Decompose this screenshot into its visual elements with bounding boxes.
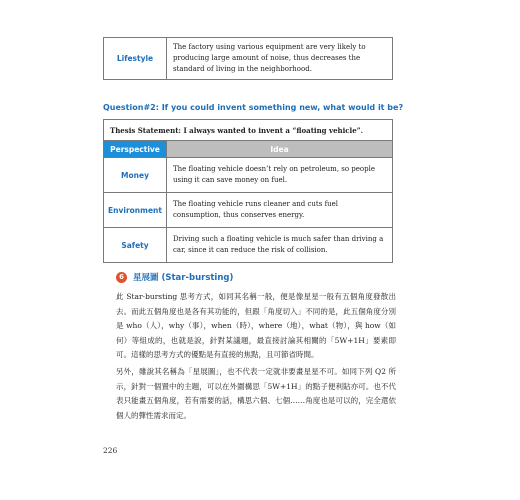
section-title: 星展圖 (Star-bursting) xyxy=(133,273,234,283)
perspective-key: Environment xyxy=(104,193,167,228)
thesis-row xyxy=(104,120,393,141)
table-row xyxy=(104,193,393,228)
idea-text: Driving such a floating vehicle is much safer than driving a car, since it can reduce the risk of collision. xyxy=(167,228,393,263)
table-row xyxy=(104,228,393,263)
idea-text: The floating vehicle doesn’t rely on petroleum, so people using it can save money on fuel. xyxy=(167,158,393,193)
perspective-header: Perspective xyxy=(104,141,167,158)
thesis-statement: Thesis Statement: I always wanted to invent a “floating vehicle”. xyxy=(104,120,393,141)
table-header-row xyxy=(104,141,393,158)
table-row xyxy=(104,38,393,80)
idea-text: The floating vehicle runs cleaner and cuts fuel consumption, thus conserves energy. xyxy=(167,193,393,228)
idea-header: Idea xyxy=(167,141,393,158)
page-number: 226 xyxy=(103,446,118,455)
section-heading xyxy=(116,271,233,283)
section-number-badge: 6 xyxy=(116,272,127,283)
paragraph-1: 此 Star-bursting 思考方式，如同其名稱一般，便是像星星一般有五個角度發散出去。而此五個角度也是各有其功能的，但跟「角度切入」不同的是，此五個角度分別是 who（人），why（事），when（時），where（地），what（物），與 how（如何）等組成的，也就是說，針對某議題，最直接討論其相關的「5W+1H」要素即可。這樣的思考方式的優點是有直接的焦點，且可節省時間。 xyxy=(116,292,396,359)
paragraph-2: 另外，雖說其名稱為「星展圖」，也不代表一定就非要畫星星不可。如同下列 Q2 所示，針對一個置中的主題，可以在外圍構思「5W+1H」的點子便利貼亦可。也不代表只能畫五個角度，若有需要的話，構思六個、七個……角度也是可以的，完全還依個人的彈性需求而定。 xyxy=(116,367,396,420)
table-row xyxy=(104,158,393,193)
perspective-key: Money xyxy=(104,158,167,193)
perspective-key: Lifestyle xyxy=(104,38,167,80)
perspective-key: Safety xyxy=(104,228,167,263)
idea-text: The factory using various equipment are very likely to producing large amount of noise, thus decreases the standard of living in the neighborhood. xyxy=(167,38,393,80)
floating-vehicle-table xyxy=(103,119,393,263)
question-heading: Question#2: If you could invent something new, what would it be? xyxy=(103,103,404,112)
lifestyle-table xyxy=(103,37,393,80)
